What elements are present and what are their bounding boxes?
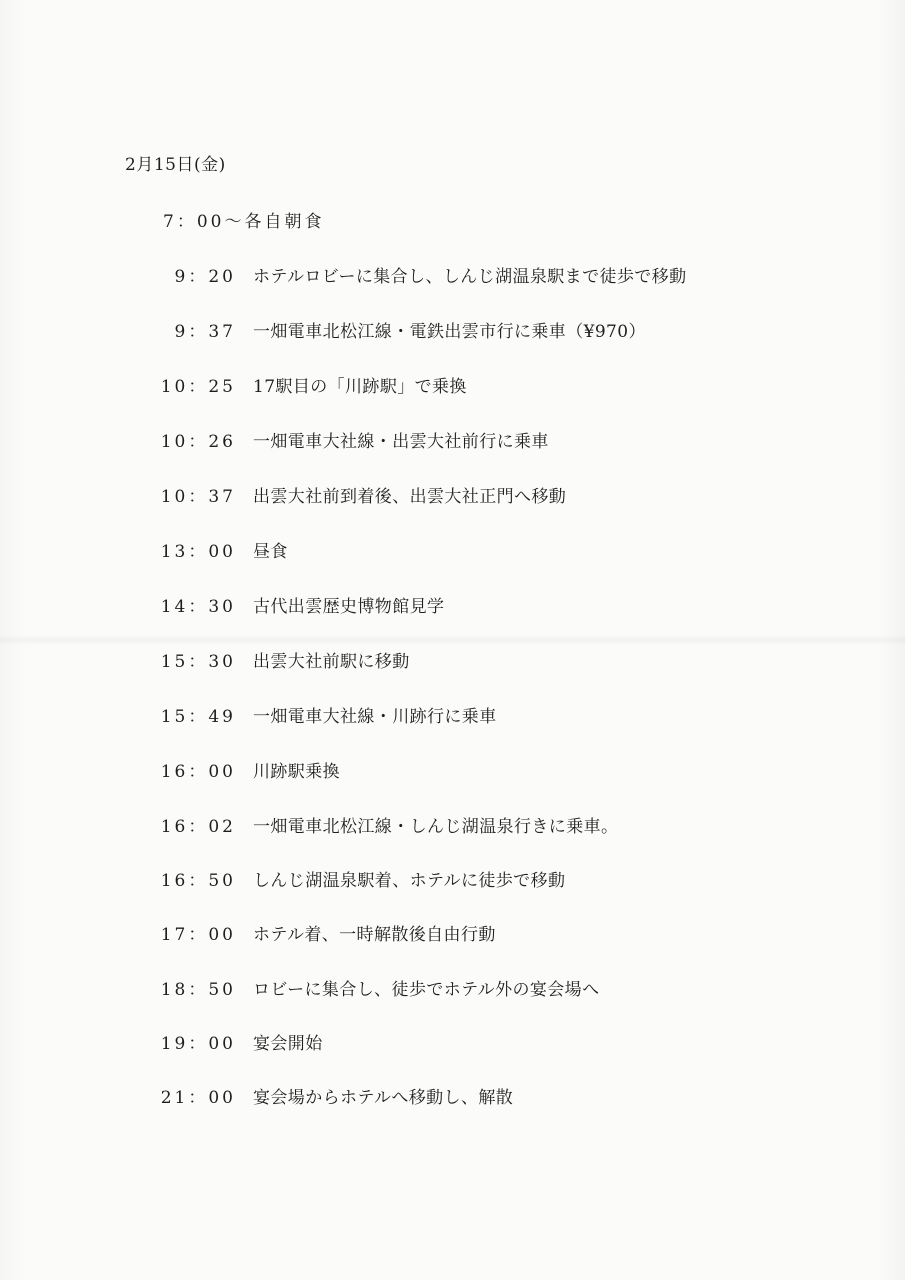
- schedule-time: 14：30: [160, 597, 236, 617]
- schedule-text: 一畑電車大社線・出雲大社前行に乗車: [253, 432, 549, 452]
- schedule-text: しんじ湖温泉駅着、ホテルに徒歩で移動: [253, 871, 566, 891]
- schedule-text: 一畑電車大社線・川跡行に乗車: [253, 707, 497, 727]
- schedule-time: 21：00: [160, 1088, 236, 1108]
- schedule-text: ホテルロビーに集合し、しんじ湖温泉駅まで徒歩で移動: [253, 267, 687, 287]
- schedule-text: 出雲大社前到着後、出雲大社正門へ移動: [253, 487, 567, 507]
- schedule-text: 古代出雲歴史博物館見学: [253, 597, 445, 617]
- schedule-text: 一畑電車北松江線・しんじ湖温泉行きに乗車。: [253, 817, 619, 837]
- schedule-time: 15：49: [160, 707, 236, 727]
- schedule-time: 10：37: [160, 487, 236, 507]
- schedule-text: ホテル着、一時解散後自由行動: [253, 925, 496, 945]
- schedule-date: 2月15日(金): [125, 155, 226, 175]
- schedule-time: 16：02: [160, 817, 236, 837]
- schedule-time: 17：00: [160, 925, 236, 945]
- schedule-text: 17駅目の「川跡駅」で乗換: [253, 377, 467, 397]
- schedule-text: 宴会開始: [253, 1034, 323, 1054]
- schedule-time: 15：30: [160, 652, 236, 672]
- schedule-text: 一畑電車北松江線・電鉄出雲市行に乗車（¥970）: [253, 322, 646, 342]
- schedule-text: 昼食: [253, 542, 288, 562]
- schedule-time: 16：50: [160, 871, 236, 891]
- schedule-text: 川跡駅乗換: [253, 762, 340, 782]
- schedule-time: 10：25: [160, 377, 236, 397]
- schedule-time: 19：00: [160, 1034, 236, 1054]
- schedule-text: ロビーに集合し、徒歩でホテル外の宴会場へ: [253, 980, 600, 1000]
- schedule-text: 出雲大社前駅に移動: [253, 652, 410, 672]
- schedule-time: 16：00: [160, 762, 236, 782]
- schedule-time: 9：37: [174, 322, 236, 342]
- breakfast-line: 7：00～各自朝食: [163, 212, 325, 232]
- schedule-time: 18：50: [160, 980, 236, 1000]
- schedule-time: 10：26: [160, 432, 236, 452]
- schedule-time: 9：20: [174, 267, 236, 287]
- schedule-text: 宴会場からホテルへ移動し、解散: [253, 1088, 514, 1108]
- schedule-time: 13：00: [160, 542, 236, 562]
